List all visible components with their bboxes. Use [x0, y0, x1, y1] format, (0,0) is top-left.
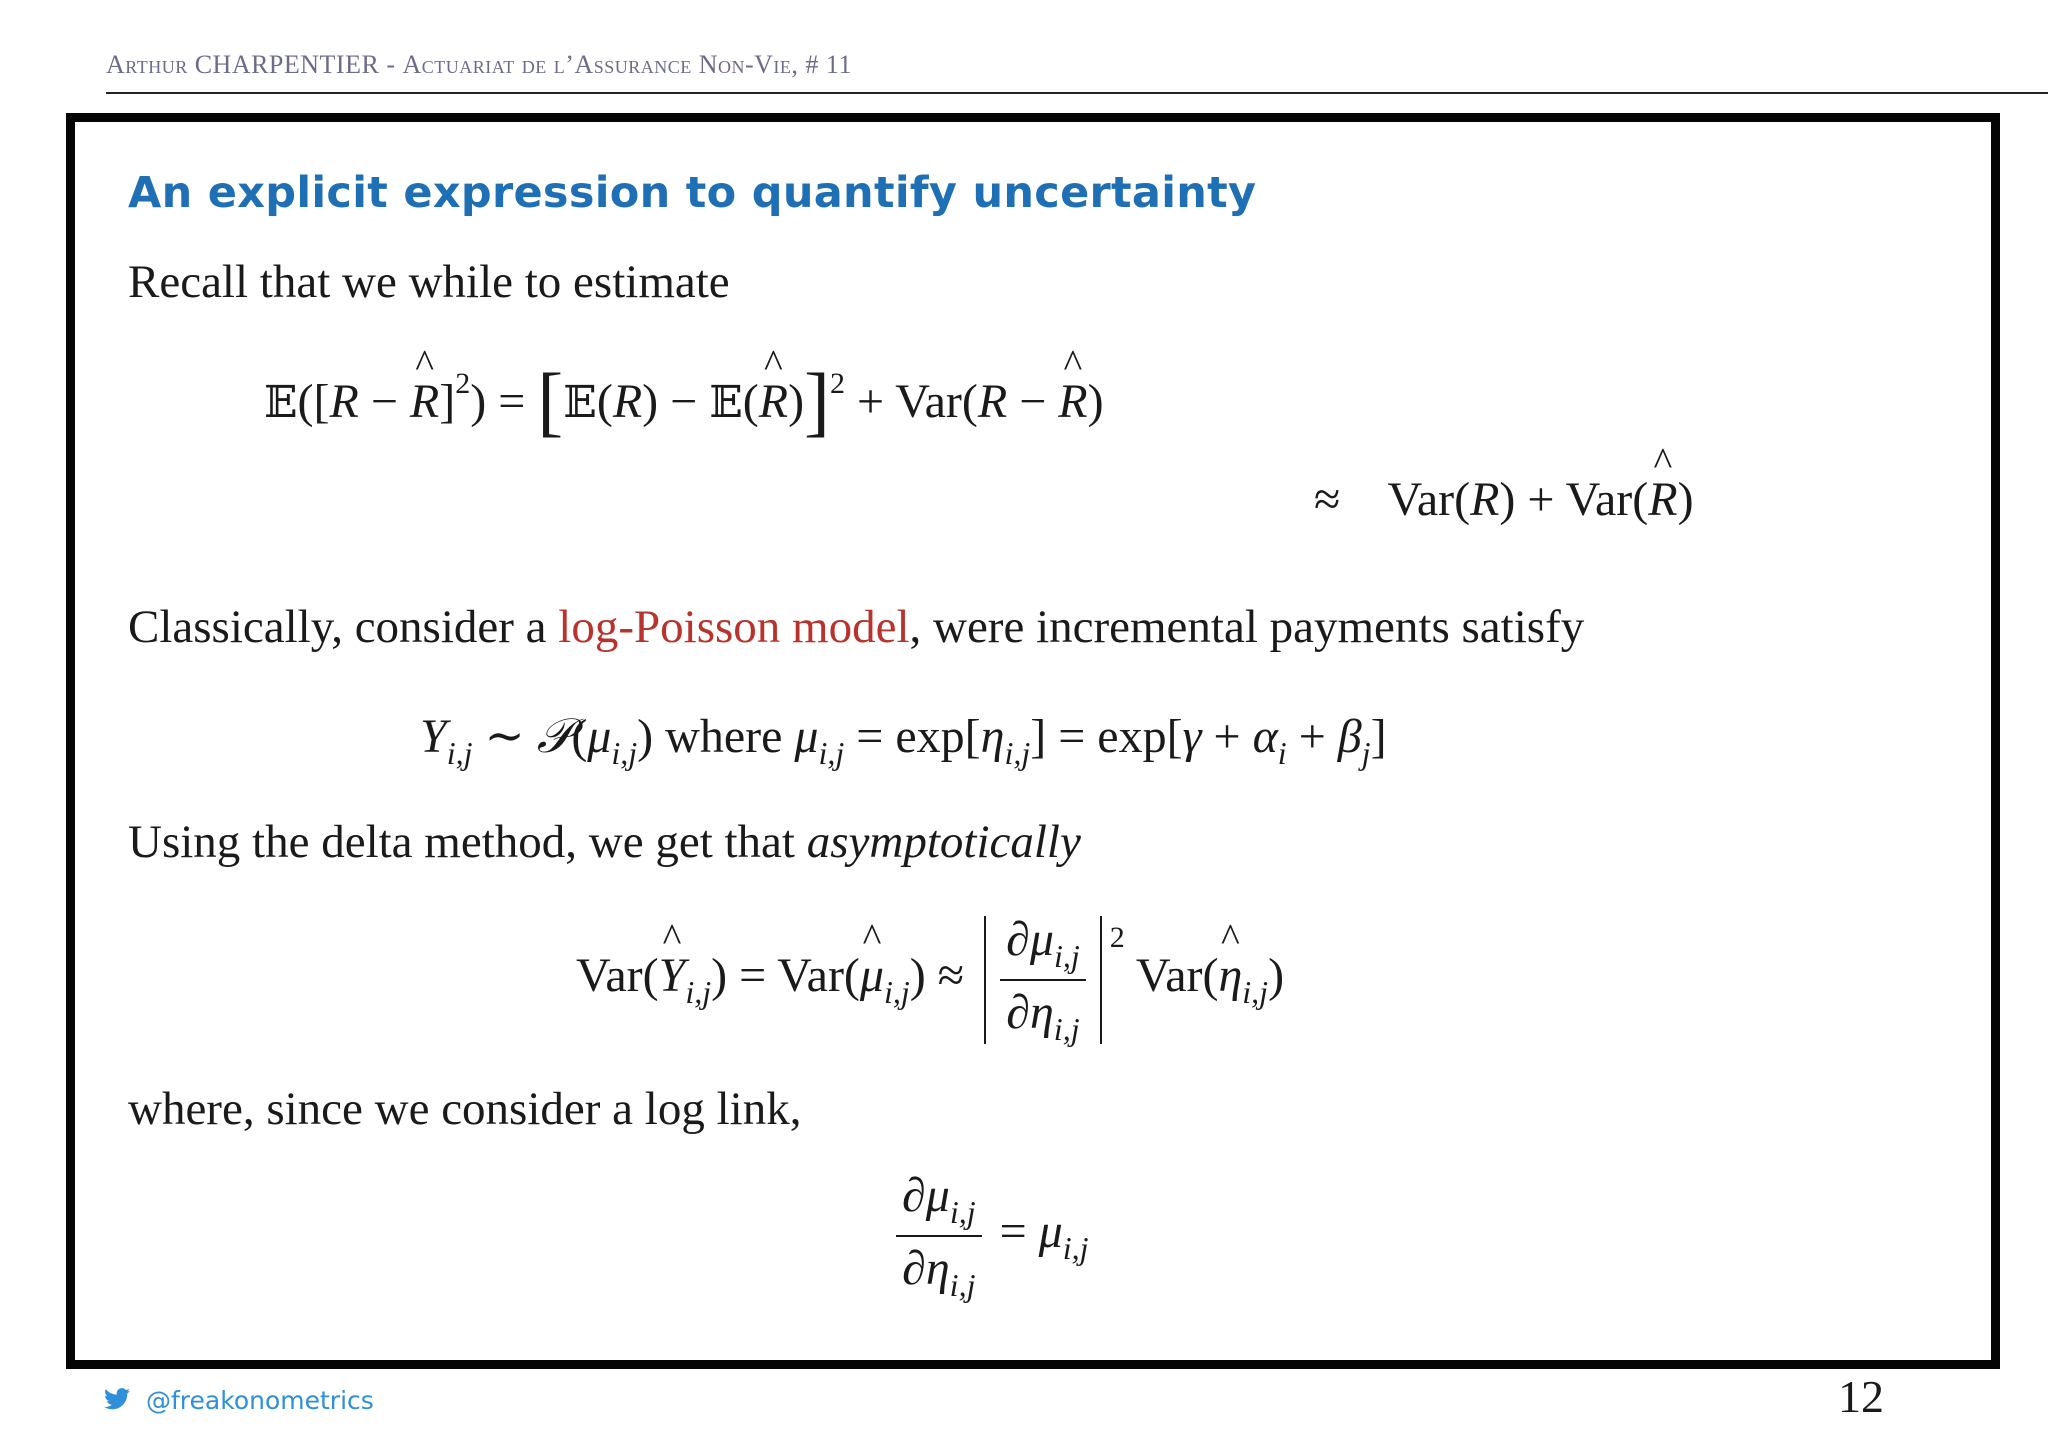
- equation-log-poisson: $Y_{i,j}$ ∼ $𝒫(\mu_{i,j})$ where $\mu_{i,j} = \exp[\eta_{i,j}] = \exp[\gamma + \alpha_i + \beta_j]$: [420, 708, 1387, 771]
- log-link-text: where, since we consider a log link,: [128, 1083, 802, 1135]
- running-header: [106, 50, 852, 80]
- log-poisson-highlight: log-Poisson model: [558, 601, 910, 653]
- header-rule: [106, 92, 2048, 94]
- header-separator: -: [386, 50, 396, 79]
- page-number: 12: [1838, 1371, 1884, 1422]
- header-author: Arthur CHARPENTIER: [106, 50, 380, 79]
- delta-method-text: [128, 815, 1081, 869]
- classically-after: , were incremental payments satisfy: [909, 601, 1585, 653]
- classically-text: [128, 600, 1584, 654]
- delta-before: Using the delta method, we get that: [128, 816, 807, 868]
- twitter-handle[interactable]: @freakonometrics: [146, 1386, 374, 1415]
- classically-before: Classically, consider a: [128, 601, 559, 653]
- twitter-bird-icon: [104, 1388, 130, 1410]
- delta-italic: asymptotically: [806, 816, 1081, 868]
- equation-log-link-derivative: $\frac{\partial\mu_{i,j}}{\partial\eta_{i,j}}$ = $\mu_{i,j}$: [890, 1168, 1089, 1304]
- equation-variance-approx: ≈ Var(R) + Var(R ^ ): [1314, 439, 1694, 526]
- slide-title: An explicit expression to quantify uncertainty: [128, 168, 1257, 218]
- header-course: Actuariat de l’Assurance Non-Vie, # 11: [402, 50, 852, 79]
- equation-delta-method: Var(Y ^ $_{i,j}$) = Var(μ ^ $_{i,j}$) ≈ $\frac{\partial\mu_{i,j}}{\partial\eta_{i,j}}$ $^2$ Var(η ^ $_{i,j}$): [576, 913, 1285, 1047]
- equation-mse-decomposition: 𝔼([R − R ^ ]$^2$) = [𝔼(R) − 𝔼(R ^ )]$^2$ + Var(R − R ^ ): [264, 341, 1104, 444]
- intro-text: Recall that we while to estimate: [128, 256, 730, 308]
